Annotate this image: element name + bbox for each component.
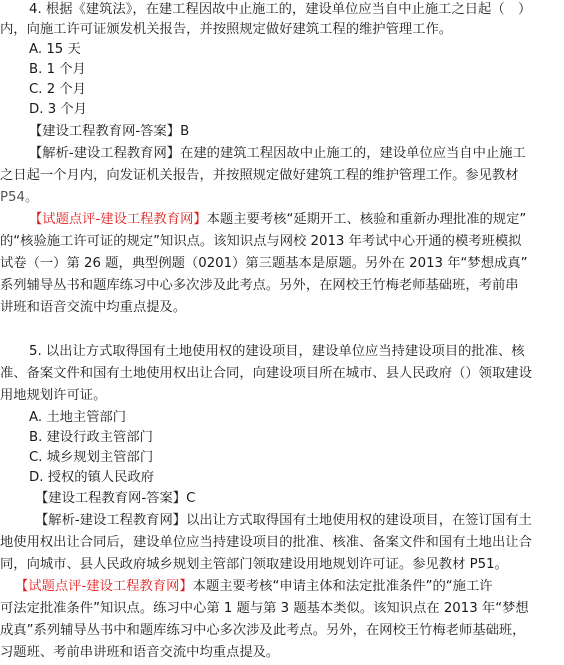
q5-review-line-2: 可法定批准条件”知识点。练习中心第 1 题与第 3 题基本类似。该知识点在 2013 年“梦想 <box>0 601 529 616</box>
q5-option-c: C. 城乡规划主管部门 <box>29 450 154 465</box>
q4-option-d: D. 3 个月 <box>29 102 87 117</box>
q5-option-d: D. 授权的镇人民政府 <box>29 470 155 485</box>
q4-analysis-line-1: 【解析-建设工程教育网】在建的建筑工程因故中止施工的，建设单位应当自中止施工 <box>29 146 526 161</box>
q4-option-a: A. 15 天 <box>29 42 81 57</box>
q5-review-line-3: 成真”系列辅导丛书中和题库练习中心多次涉及此考点。另外，在网校王竹梅老师基础班， <box>0 623 526 638</box>
q4-analysis-line-3: P54。 <box>0 190 39 205</box>
q4-analysis-line-2: 之日起一个月内，向发证机关报告，并按照规定做好建筑工程的维护管理工作。参见教材 <box>0 168 519 183</box>
q5-analysis-line-2: 地使用权出让合同后，建设单位应当持建设项目的批准、核准、备案文件和国有土地出让合 <box>0 535 532 550</box>
q5-analysis-line-1: 【解析-建设工程教育网】以出让方式取得国有土地使用权的建设项目，在签订国有土 <box>35 513 532 528</box>
q4-review-line-3: 试卷（一）第 26 题，典型例题（0201）第三题基本是原题。另外在 2013 年“梦想成真” <box>0 256 528 271</box>
q5-option-b: B. 建设行政主管部门 <box>29 430 153 445</box>
q4-stem-line-1: 4. 根据《建筑法》，在建工程因故中止施工的，建设单位应当自中止施工之日起（ ） <box>29 2 532 17</box>
q4-answer: 【建设工程教育网-答案】B <box>29 124 190 139</box>
q4-review-text: 本题主要考核“延期开工、核验和重新办理批准的规定” <box>206 212 527 227</box>
q5-review-tag: 【试题点评-建设工程教育网】 <box>15 579 193 594</box>
q4-review-tag: 【试题点评-建设工程教育网】 <box>29 212 207 227</box>
q5-stem-line-1: 5. 以出让方式取得国有土地使用权的建设项目，建设单位应当持建设项目的批准、核 <box>29 344 525 359</box>
q4-review-line-5: 讲班和语音交流中均重点提及。 <box>0 300 187 315</box>
q4-review-line-1 <box>29 210 564 230</box>
q4-option-c: C. 2 个月 <box>29 82 87 97</box>
q4-review-line-4: 系列辅导丛书和题库练习中心多次涉及此考点。另外，在网校王竹梅老师基础班，考前串 <box>0 278 519 293</box>
q4-stem-line-2: 内，向施工许可证颁发机关报告，并按照规定做好建筑工程的维护管理工作。 <box>0 22 453 37</box>
q4-review-line-2: 的“核验施工许可证的规定”知识点。该知识点与网校 2013 年考试中心开通的模考班模拟 <box>0 234 522 249</box>
q5-review-line-4: 习题班、考前串讲班和语音交流中均重点提及。 <box>0 645 280 660</box>
q5-review-text: 本题主要考核“申请主体和法定批准条件”的“施工许 <box>192 579 493 594</box>
q5-stem-line-3: 用地规划许可证。 <box>0 388 107 403</box>
q5-review-line-1 <box>15 577 564 597</box>
q5-analysis-line-3: 同，向城市、县人民政府城乡规划主管部门领取建设用地规划许可证。参见教材 P51。 <box>0 557 508 572</box>
q5-option-a: A. 土地主管部门 <box>29 410 127 425</box>
q5-answer: 【建设工程教育网-答案】C <box>35 491 196 506</box>
q5-stem-line-2: 准、备案文件和国有土地使用权出让合同，向建设项目所在城市、县人民政府（）领取建设 <box>0 366 532 381</box>
q4-option-b: B. 1 个月 <box>29 62 86 77</box>
